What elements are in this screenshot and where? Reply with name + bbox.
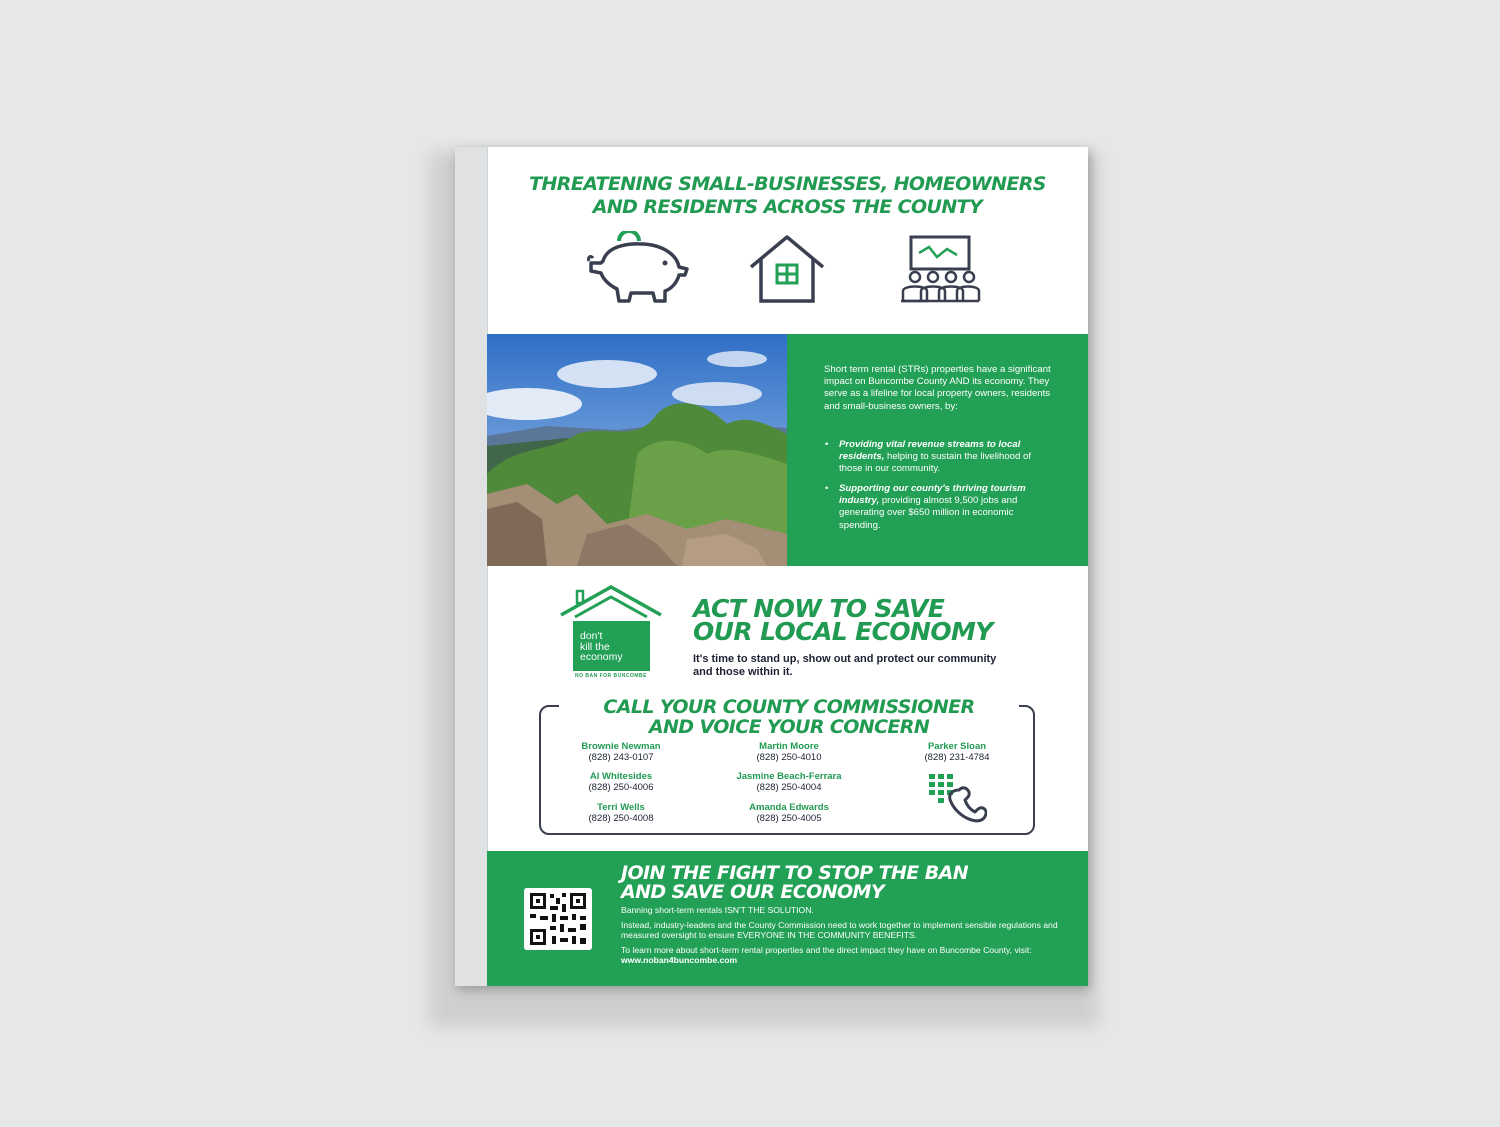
act-now-subtext: It's time to stand up, show out and protect our community and those within it. [693, 653, 997, 678]
info-bullet-1 [839, 439, 1039, 476]
commissioner-name: Amanda Edwards [749, 802, 829, 813]
info-bullet-1-text: helping to sustain the livelihood of those in our community. [839, 451, 1031, 475]
join-fight-heading [621, 864, 968, 902]
house-icon [747, 233, 827, 305]
act-now-heading [693, 594, 993, 646]
footer-paragraph-1: Banning short-term rentals ISN'T THE SOLUTION. [621, 905, 814, 915]
logo-roof-icon [559, 583, 663, 623]
commissioner-phone[interactable]: (828) 250-4006 [588, 782, 654, 793]
headline-line-1: THREATENING SMALL-BUSINESSES, HOMEOWNERS [529, 173, 1046, 195]
commissioner-name: Martin Moore [759, 741, 819, 752]
commissioner-name: Al Whitesides [589, 771, 653, 782]
act-line-1: ACT NOW TO SAVE [693, 594, 945, 623]
flyer-spine [455, 147, 488, 986]
act-line-2: OUR LOCAL ECONOMY [693, 617, 993, 646]
headline-line-2: AND RESIDENTS ACROSS THE COUNTY [592, 196, 983, 218]
piggy-bank-icon [585, 231, 691, 307]
logo-line-3: economy [580, 651, 623, 663]
info-bullet-2 [839, 483, 1039, 532]
info-section [487, 334, 1088, 566]
footer-paragraph-2: Instead, industry-leaders and the County Commission need to work together to implement sensible regulations and measured oversight to ensure EVERYONE IN THE COMMUNITY BENEFITS. [621, 920, 1058, 940]
flyer [455, 147, 1088, 986]
info-bullet-2-text: providing almost 9,500 jobs and generating over $650 million in economic spending. [839, 495, 1018, 531]
commissioner-name: Brownie Newman [581, 741, 661, 752]
info-bullet-1-bold: Providing vital revenue streams to local residents, [839, 439, 1021, 463]
call-line-1: CALL YOUR COUNTY COMMISSIONER [603, 696, 975, 718]
commissioner-name: Terri Wells [597, 802, 645, 813]
commissioner-entry [719, 802, 859, 824]
commissioner-name: Jasmine Beach-Ferrara [736, 771, 842, 782]
footer [487, 851, 1088, 986]
qr-code[interactable] [524, 888, 592, 950]
presentation-audience-icon [899, 233, 981, 305]
info-intro: Short term rental (STRs) properties have a significant impact on Buncombe County AND its economy. They serve as a lifeline for local property owners, residents and small-business owners, by: [824, 364, 1051, 412]
commissioner-phone[interactable]: (828) 250-4010 [756, 752, 822, 763]
commissioner-name: Parker Sloan [927, 741, 987, 752]
website-link[interactable]: www.noban4buncombe.com [621, 954, 738, 965]
call-commissioner-heading [559, 697, 1019, 737]
commissioner-phone[interactable]: (828) 231-4784 [924, 752, 990, 763]
logo-tagline: NO BAN FOR BUNCOMBE [575, 673, 647, 679]
call-line-2: AND VOICE YOUR CONCERN [648, 716, 930, 738]
join-line-1: JOIN THE FIGHT TO STOP THE BAN [621, 862, 968, 884]
footer-paragraph-3-text: To learn more about short-term rental properties and the direct impact they have on Buncombe County, visit: [621, 945, 1032, 955]
info-bullet-2-bold: Supporting our county's thriving tourism industry, [839, 483, 1026, 507]
flyer-content [487, 147, 1088, 986]
dont-kill-the-economy-logo [559, 583, 663, 679]
commissioner-entry [719, 771, 859, 793]
commissioner-entry [551, 771, 691, 793]
commissioner-phone[interactable]: (828) 250-4004 [756, 782, 822, 793]
join-line-2: AND SAVE OUR ECONOMY [621, 881, 885, 903]
commissioner-entry [551, 741, 691, 763]
headline [487, 173, 1088, 219]
info-box [787, 334, 1088, 566]
footer-paragraph-3 [621, 946, 1061, 966]
commissioner-entry [719, 741, 859, 763]
phone-keypad-icon [927, 772, 987, 824]
logo-line-2: kill the [580, 640, 610, 653]
commissioner-phone[interactable]: (828) 250-4005 [756, 813, 822, 824]
commissioner-phone[interactable]: (828) 243-0107 [588, 752, 654, 763]
commissioner-entry [551, 802, 691, 824]
logo-box [573, 621, 650, 671]
commissioner-entry [887, 741, 1027, 763]
logo-line-1: don't [580, 630, 603, 642]
commissioner-phone[interactable]: (828) 250-4008 [588, 813, 654, 824]
mountain-photo [487, 334, 787, 566]
